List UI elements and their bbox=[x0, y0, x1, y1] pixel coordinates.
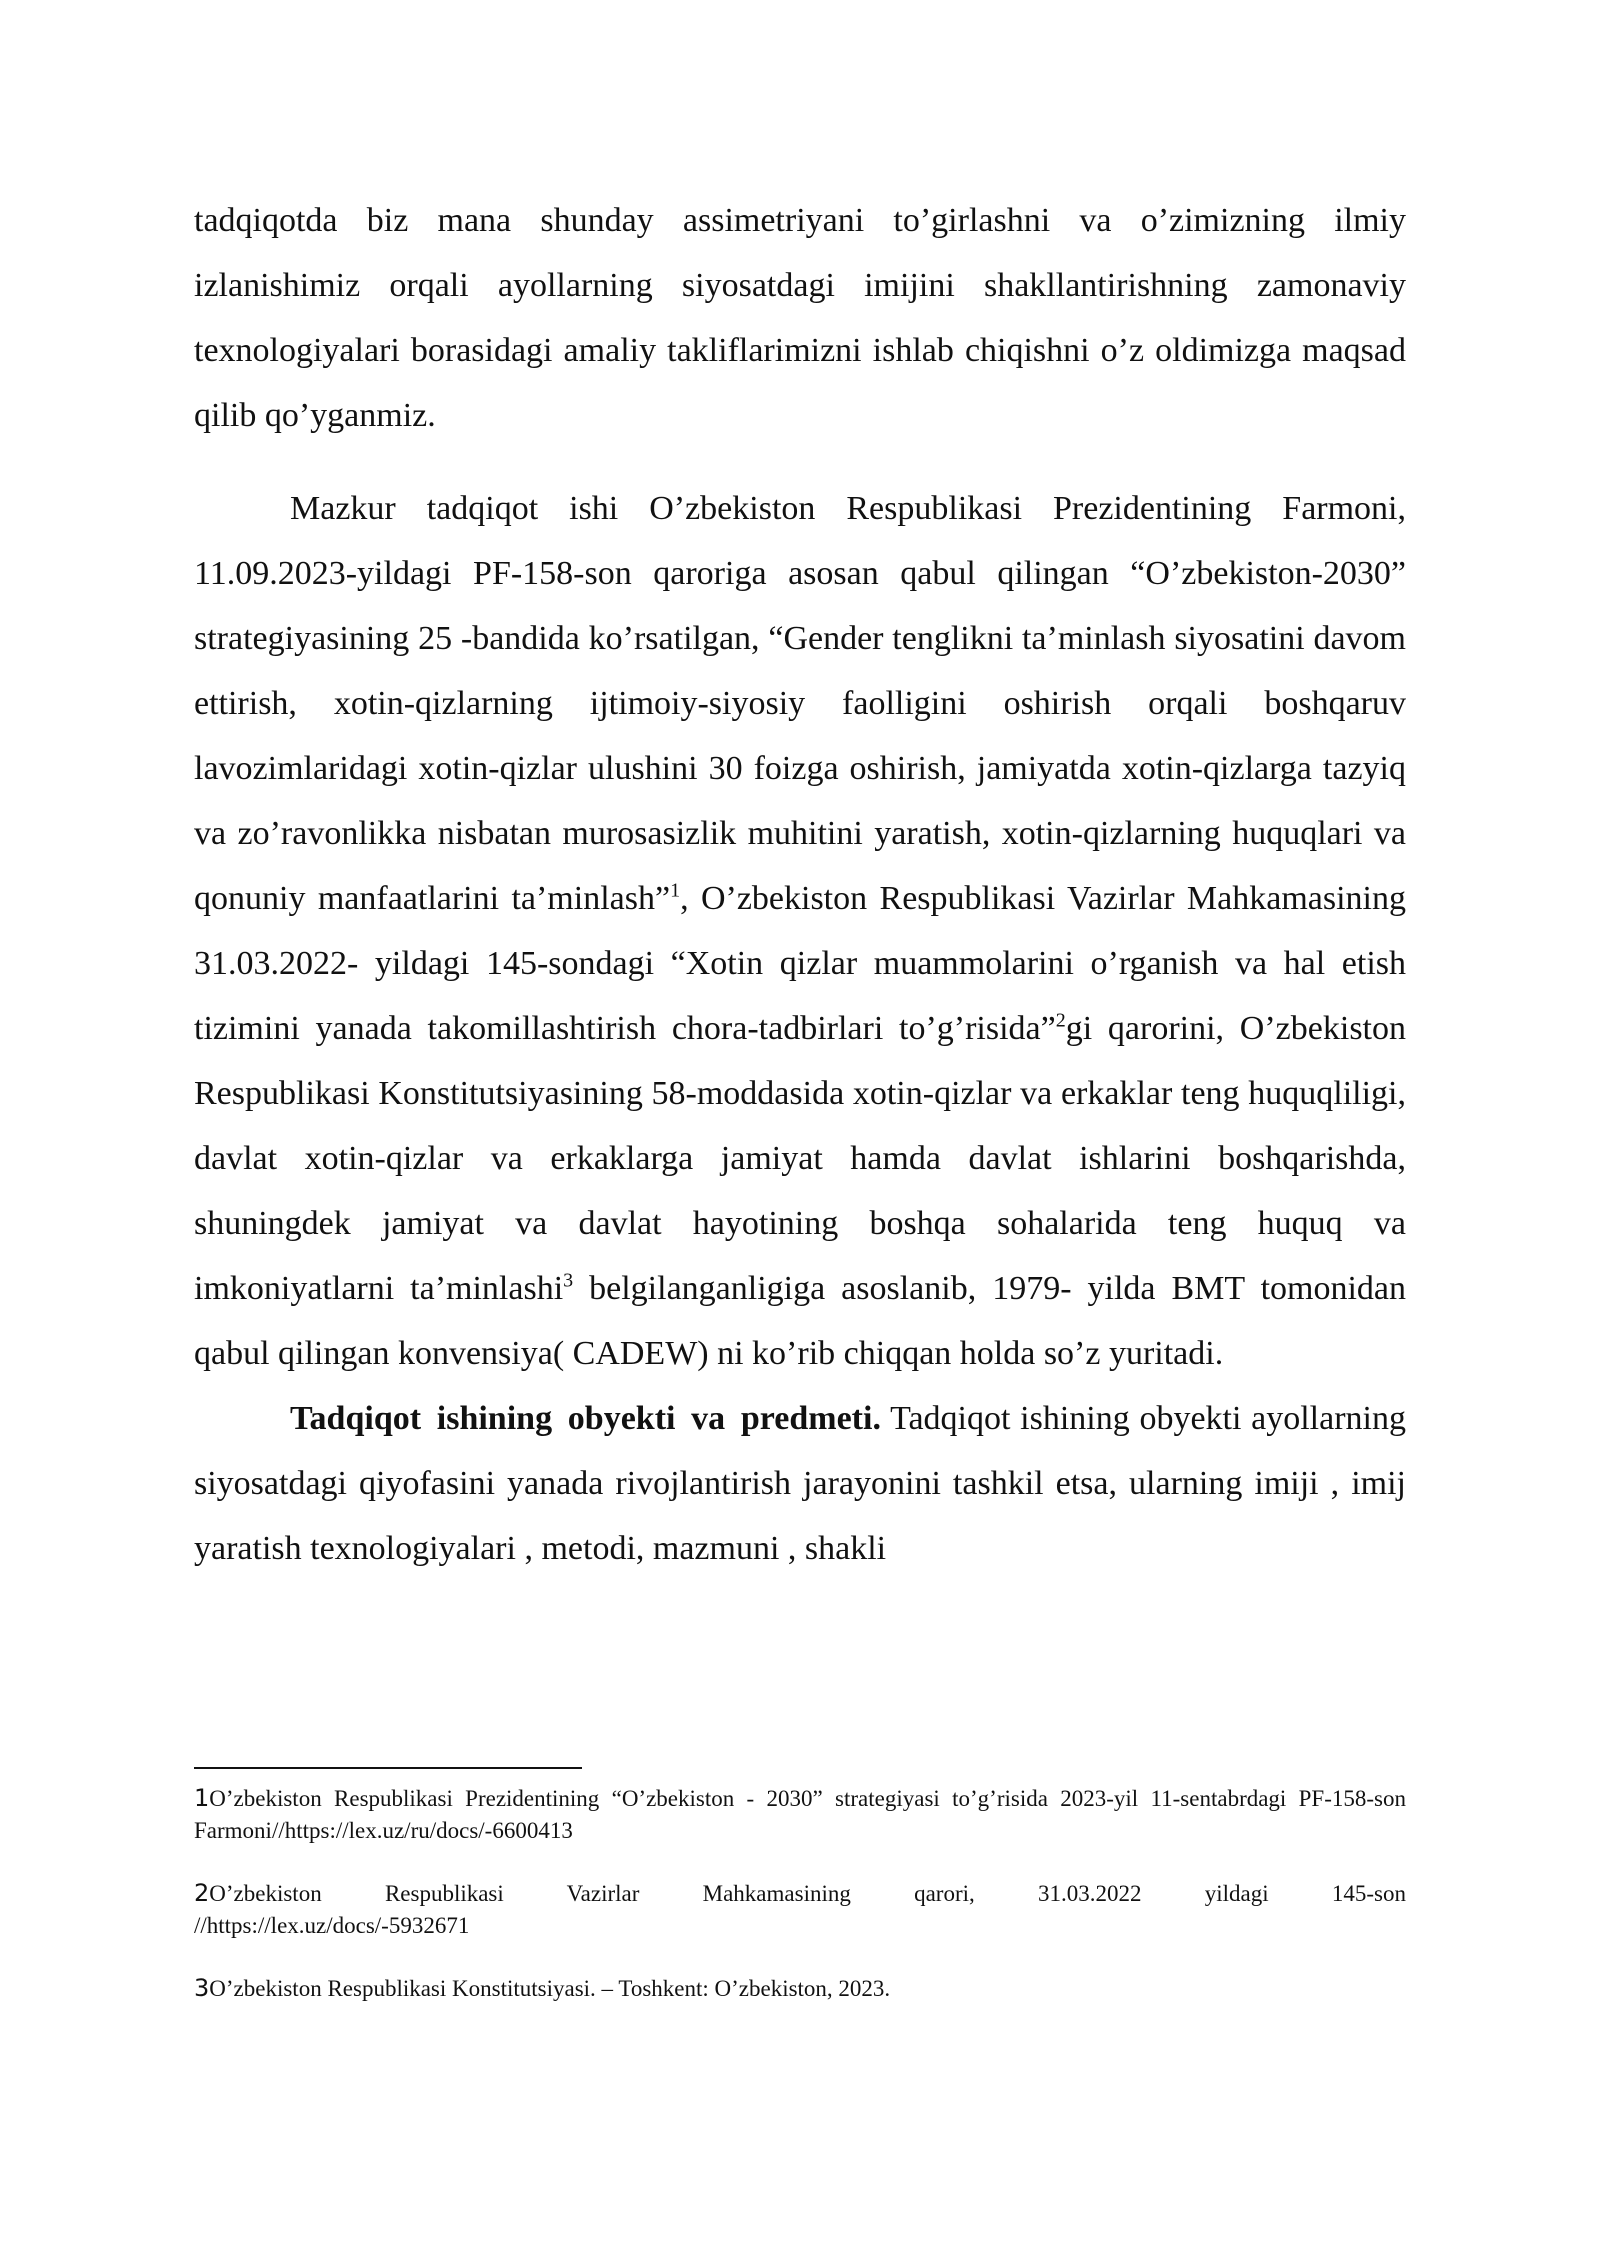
paragraph-legal-basis bbox=[194, 476, 1406, 1386]
section-heading-object-subject: Tadqiqot ishining obyekti va predmeti. bbox=[290, 1400, 881, 1437]
footnote-3 bbox=[194, 1972, 1406, 2005]
document-body bbox=[194, 188, 1406, 1581]
footnote-ref-1: 1 bbox=[670, 879, 681, 902]
footnote-number: 1 bbox=[194, 1784, 210, 1812]
footnote-text: O’zbekiston Respublikasi Konstitutsiyasi. – Toshkent: O’zbekiston, 2023. bbox=[209, 1976, 891, 2001]
footnote-text: O’zbekiston Respublikasi Prezidentining “O’zbekiston - 2030” strategiyasi to’g’risida 2023-yil 11-sentabrdagi PF-158-son Farmoni//https://lex.uz/ru/docs/-6600413 bbox=[194, 1786, 1406, 1843]
footnotes bbox=[194, 1782, 1406, 2035]
footnote-1 bbox=[194, 1782, 1406, 1847]
paragraph-legal-basis-part-b: , O’zbekiston Respublikasi Vazirlar Mahkamasining 31.03.2022- yildagi 145-sondagi “Xotin qizlar muammolarini o’rganish va hal etish tizimini yanada takomillashtirish chora-tadbirlari to’g’risida” bbox=[194, 880, 1406, 1047]
footnote-number: 2 bbox=[194, 1879, 210, 1907]
footnote-ref-3: 3 bbox=[563, 1269, 574, 1292]
footnote-2 bbox=[194, 1877, 1406, 1942]
paragraph-legal-basis-part-d: belgilanganligiga asoslanib, 1979- yilda BMT tomonidan qabul qilingan konvensiya( CADEW) ni ko’rib chiqqan holda so’z yuritadi. bbox=[194, 1270, 1406, 1372]
paragraph-legal-basis-part-c: gi qarorini, O’zbekiston Respublikasi Konstitutsiyasining 58-moddasida xotin-qizlar va erkaklar teng huquqliligi, davlat xotin-qizlar va erkaklarga jamiyat hamda davlat ishlarini boshqarishda, shuningdek jamiyat va davlat hayotining boshqa sohalarida teng huquq va imkoniyatlarni ta’minlashi bbox=[194, 1010, 1406, 1307]
footnote-text-line2: //https://lex.uz/docs/-5932671 bbox=[194, 1913, 470, 1938]
paragraph-intro: tadqiqotda biz mana shunday assimetriyani to’girlashni va o’zimizning ilmiy izlanishimiz orqali ayollarning siyosatdagi imijini shakllantirishning zamonaviy texnologiyalari borasidagi amaliy takliflarimizni ishlab chiqishni o’z oldimizga maqsad qilib qo’yganmiz. bbox=[194, 202, 1406, 434]
paragraph-object-subject-text: Tadqiqot ishining obyekti ayollarning siyosatdagi qiyofasini yanada rivojlantirish jarayonini tashkil etsa, ularning imiji , imij yaratish texnologiyalari , metodi, mazmuni , shakli bbox=[194, 1400, 1406, 1567]
footnote-ref-2: 2 bbox=[1055, 1009, 1066, 1032]
footnote-text: O’zbekiston Respublikasi Vazirlar Mahkamasining qarori, 31.03.2022 yildagi 145-son bbox=[209, 1881, 1406, 1906]
footnote-number: 3 bbox=[194, 1974, 210, 2002]
paragraph-legal-basis-part-a: Mazkur tadqiqot ishi O’zbekiston Respublikasi Prezidentining Farmoni, 11.09.2023-yildagi PF-158-son qaroriga asosan qabul qilingan “O’zbekiston-2030” strategiyasining 25 -bandida ko’rsatilgan, “Gender tenglikni ta’minlash siyosatini davom ettirish, xotin-qizlarning ijtimoiy-siyosiy faolligini oshirish orqali boshqaruv lavozimlaridagi xotin-qizlar ulushini 30 foizga oshirish, jamiyatda xotin-qizlarga tazyiq va zo’ravonlikka nisbatan murosasizlik muhitini yaratish, xotin-qizlarning huquqlari va qonuniy manfaatlarini ta’minlash” bbox=[194, 490, 1406, 917]
paragraph-object-subject bbox=[194, 1386, 1406, 1581]
footnote-line bbox=[194, 1877, 1406, 1910]
footnote-separator bbox=[194, 1767, 582, 1769]
